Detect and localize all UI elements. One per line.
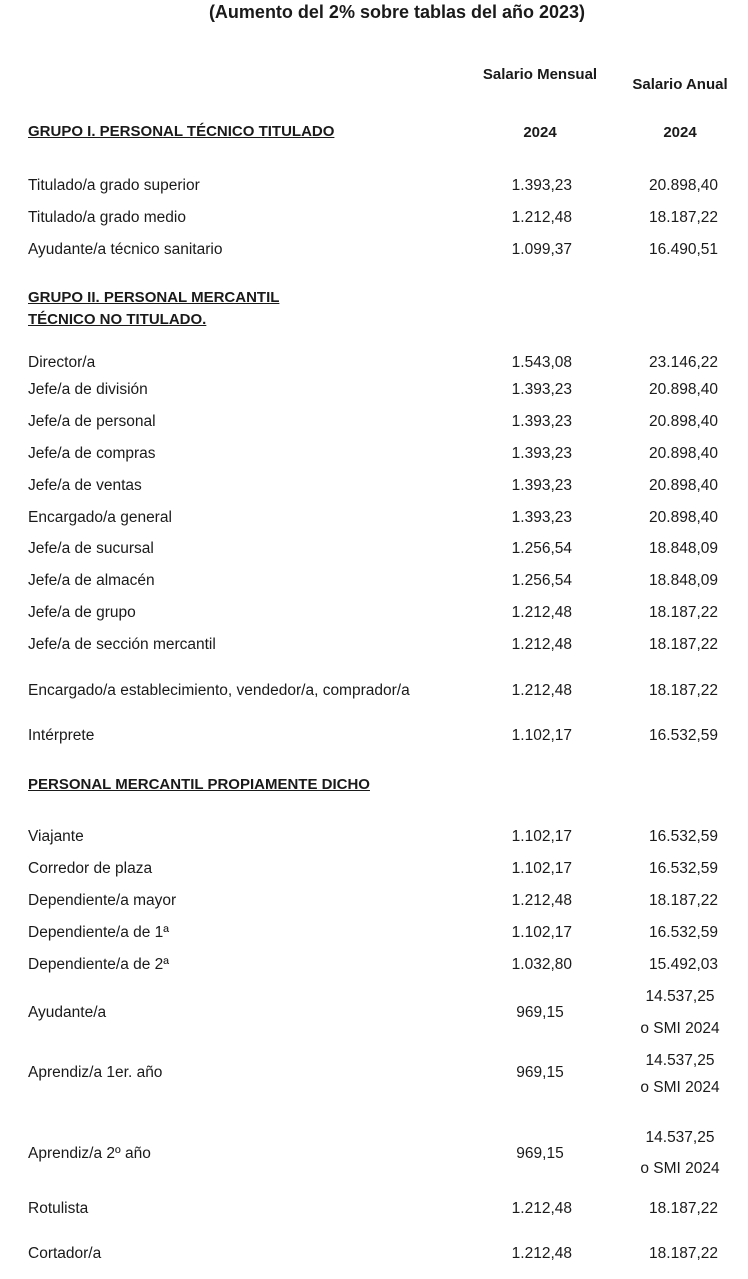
row-label: Ayudante/a <box>28 1004 107 1021</box>
row-annual-alt: o SMI 2024 <box>640 1160 720 1177</box>
document-title: (Aumento del 2% sobre tablas del año 2023) <box>208 2 586 22</box>
row-monthly: 1.256,54 <box>511 572 572 589</box>
row-annual: 20.898,40 <box>649 445 718 462</box>
row-label: Jefe/a de almacén <box>28 572 155 589</box>
row-monthly: 1.393,23 <box>511 509 572 526</box>
row-label: Ayudante/a técnico sanitario <box>28 241 223 258</box>
row-monthly: 1.212,48 <box>511 604 572 621</box>
row-monthly: 1.212,48 <box>511 636 572 653</box>
row-label: Dependiente/a mayor <box>28 892 177 909</box>
row-label: Aprendiz/a 2º año <box>28 1145 151 1162</box>
row-label: Dependiente/a de 2ª <box>28 956 170 973</box>
row-annual: 14.537,25 <box>645 1129 715 1146</box>
row-annual: 16.532,59 <box>649 828 718 845</box>
row-annual: 18.848,09 <box>649 572 718 589</box>
row-label: Director/a <box>28 354 96 371</box>
row-annual: 18.848,09 <box>649 540 718 557</box>
row-monthly: 1.212,48 <box>511 209 572 226</box>
row-annual: 23.146,22 <box>649 354 718 371</box>
row-annual: 18.187,22 <box>649 682 718 699</box>
group-2-title-line2: TÉCNICO NO TITULADO. <box>28 311 207 328</box>
row-label: Encargado/a general <box>28 509 172 526</box>
row-monthly: 1.102,17 <box>511 924 572 941</box>
row-annual: 18.187,22 <box>649 604 718 621</box>
row-label: Encargado/a establecimiento, vendedor/a, comprador/a <box>28 682 410 699</box>
row-annual: 18.187,22 <box>649 636 718 653</box>
row-annual: 20.898,40 <box>649 381 718 398</box>
row-monthly: 1.393,23 <box>511 177 572 194</box>
row-monthly: 969,15 <box>516 1064 564 1081</box>
row-label: Intérprete <box>28 727 95 744</box>
row-annual: 18.187,22 <box>649 209 718 226</box>
row-annual: 16.532,59 <box>649 860 718 877</box>
row-monthly: 1.543,08 <box>511 354 572 371</box>
row-label: Jefe/a de sucursal <box>28 540 154 557</box>
row-monthly: 1.393,23 <box>511 413 572 430</box>
group-1-title: GRUPO I. PERSONAL TÉCNICO TITULADO <box>28 123 335 140</box>
header-annual-year: 2024 <box>663 124 697 141</box>
row-monthly: 969,15 <box>516 1004 564 1021</box>
row-annual-alt: o SMI 2024 <box>640 1079 720 1096</box>
header-monthly-year: 2024 <box>523 124 557 141</box>
row-monthly: 1.393,23 <box>511 445 572 462</box>
row-annual: 18.187,22 <box>649 892 718 909</box>
row-annual: 16.490,51 <box>649 241 718 258</box>
row-monthly: 1.393,23 <box>511 477 572 494</box>
row-annual: 20.898,40 <box>649 177 718 194</box>
row-monthly: 1.102,17 <box>511 860 572 877</box>
row-annual: 20.898,40 <box>649 477 718 494</box>
header-monthly: Salario Mensual <box>482 66 598 83</box>
row-label: Cortador/a <box>28 1245 102 1262</box>
row-label: Jefe/a de grupo <box>28 604 136 621</box>
row-monthly: 1.102,17 <box>511 828 572 845</box>
row-annual: 16.532,59 <box>649 924 718 941</box>
row-label: Dependiente/a de 1ª <box>28 924 170 941</box>
row-label: Jefe/a de división <box>28 381 148 398</box>
row-monthly: 969,15 <box>516 1145 564 1162</box>
row-annual: 15.492,03 <box>649 956 718 973</box>
row-label: Viajante <box>28 828 84 845</box>
row-monthly: 1.102,17 <box>511 727 572 744</box>
row-monthly: 1.099,37 <box>511 241 572 258</box>
row-label: Rotulista <box>28 1200 89 1217</box>
row-monthly: 1.032,80 <box>511 956 572 973</box>
row-annual: 18.187,22 <box>649 1245 718 1262</box>
row-monthly: 1.212,48 <box>511 892 572 909</box>
row-annual: 20.898,40 <box>649 509 718 526</box>
row-label: Aprendiz/a 1er. año <box>28 1064 163 1081</box>
row-label: Jefe/a de ventas <box>28 477 142 494</box>
group-3-title: PERSONAL MERCANTIL PROPIAMENTE DICHO <box>28 776 370 793</box>
row-monthly: 1.393,23 <box>511 381 572 398</box>
header-annual: Salario Anual <box>632 76 728 93</box>
row-annual-alt: o SMI 2024 <box>640 1020 720 1037</box>
row-label: Titulado/a grado superior <box>28 177 200 194</box>
row-monthly: 1.256,54 <box>511 540 572 557</box>
row-annual: 14.537,25 <box>645 988 715 1005</box>
row-label: Jefe/a de personal <box>28 413 156 430</box>
row-label: Jefe/a de compras <box>28 445 156 462</box>
row-label: Jefe/a de sección mercantil <box>28 636 216 653</box>
row-monthly: 1.212,48 <box>511 682 572 699</box>
row-annual: 20.898,40 <box>649 413 718 430</box>
row-label: Titulado/a grado medio <box>28 209 186 226</box>
group-2-title: GRUPO II. PERSONAL MERCANTIL <box>28 289 280 306</box>
row-label: Corredor de plaza <box>28 860 153 877</box>
row-monthly: 1.212,48 <box>511 1245 572 1262</box>
row-annual: 14.537,25 <box>645 1052 715 1069</box>
row-annual: 16.532,59 <box>649 727 718 744</box>
row-annual: 18.187,22 <box>649 1200 718 1217</box>
row-monthly: 1.212,48 <box>511 1200 572 1217</box>
